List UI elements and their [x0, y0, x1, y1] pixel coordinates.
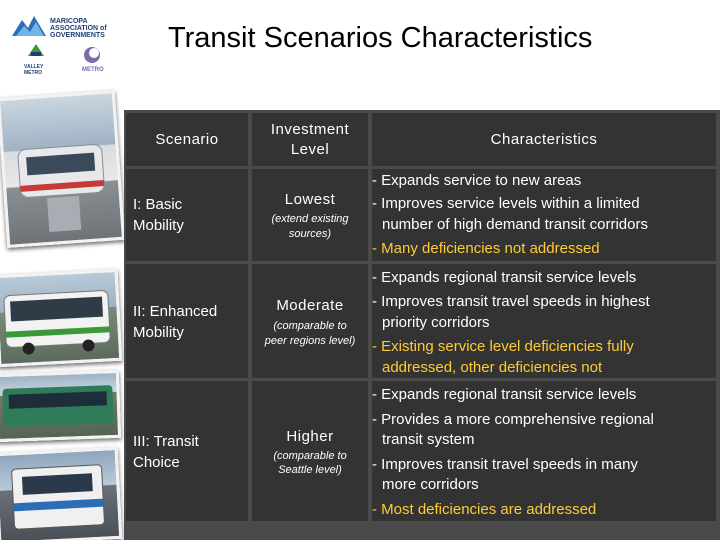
bus-icon	[0, 272, 119, 364]
row3-char-line4: - Improves transit travel speeds in many	[372, 456, 638, 473]
row2-scenario-cell	[126, 264, 248, 378]
row2-investment-note-line1: (comparable to	[273, 320, 347, 332]
row1-char-line4: - Many deficiencies not addressed	[372, 240, 600, 257]
mag-logo	[8, 8, 138, 78]
header-scenario-cell	[126, 113, 248, 166]
header-characteristics-cell	[372, 113, 716, 166]
header-scenario: Scenario	[155, 131, 219, 148]
row1-scenario-cell	[126, 169, 248, 261]
row2-char-line1: - Expands regional transit service levels	[372, 269, 637, 286]
row3-char-line2: - Provides a more comprehensive regional	[372, 411, 654, 428]
row2-investment-note-line2: peer regions level)	[264, 335, 356, 347]
row3-char-line1: - Expands regional transit service levels	[372, 386, 637, 403]
logo-org-line3: GOVERNMENTS	[50, 32, 105, 39]
row2-investment-cell	[252, 264, 368, 378]
row1-characteristics-cell	[372, 169, 716, 261]
logo-org-line2: ASSOCIATION of	[50, 25, 107, 32]
photo-strip	[0, 82, 128, 540]
logo-org-line1: MARICOPA	[50, 18, 88, 25]
locomotive-icon	[0, 450, 119, 540]
commuter-rail-photo	[0, 447, 122, 540]
row1-scenario-line2: Mobility	[133, 217, 184, 234]
row1-investment-note-line1: (extend existing	[271, 213, 349, 225]
light-rail-photo-1	[0, 90, 125, 248]
row2-char-line5: addressed, other deficiencies not	[382, 359, 603, 376]
row1-investment-cell	[252, 169, 368, 261]
row1-investment-note-line2: sources)	[288, 228, 332, 240]
row2-scenario-line2: Mobility	[133, 324, 184, 341]
header	[0, 0, 720, 82]
logo-valley-metro: VALLEY METRO	[24, 64, 44, 76]
streetcar-icon	[0, 373, 118, 439]
row3-scenario-line1: III: Transit	[133, 433, 199, 450]
row3-char-line6: - Most deficiencies are addressed	[372, 501, 597, 518]
row3-characteristics-cell	[372, 381, 716, 521]
header-investment-line2: Level	[290, 141, 330, 158]
row3-investment-note-line1: (comparable to	[273, 450, 347, 462]
logo-metro: METRO	[82, 67, 104, 73]
row3-char-line3: transit system	[382, 431, 475, 448]
row1-char-line1: - Expands service to new areas	[372, 172, 582, 189]
row2-char-line3: priority corridors	[382, 314, 490, 331]
row2-investment-level: Moderate	[276, 297, 344, 314]
train-icon	[0, 93, 122, 244]
row1-scenario-line1: I: Basic	[133, 196, 183, 213]
header-characteristics: Characteristics	[490, 131, 598, 148]
row1-char-line2: - Improves service levels within a limited	[372, 195, 640, 212]
bus-photo	[0, 269, 122, 367]
row1-investment-level: Lowest	[284, 191, 336, 208]
row2-char-line2: - Improves transit travel speeds in highest	[372, 293, 650, 310]
row3-char-line5: more corridors	[382, 476, 479, 493]
header-investment-line1: Investment	[270, 121, 350, 138]
row2-char-line4: - Existing service level deficiencies fully	[372, 338, 634, 355]
row3-scenario-cell	[126, 381, 248, 521]
row3-scenario-line2: Choice	[133, 454, 180, 471]
row3-investment-level: Higher	[286, 428, 334, 445]
scenario-table	[124, 110, 720, 540]
row2-scenario-line1: II: Enhanced	[133, 303, 218, 320]
row2-characteristics-cell	[372, 264, 716, 378]
header-investment-cell	[252, 113, 368, 166]
streetcar-photo	[0, 370, 121, 442]
row1-char-line3: number of high demand transit corridors	[382, 216, 648, 233]
row3-investment-cell	[252, 381, 368, 521]
row3-investment-note-line2: Seattle level)	[278, 464, 342, 476]
page-title: Transit Scenarios Characteristics	[168, 22, 593, 54]
